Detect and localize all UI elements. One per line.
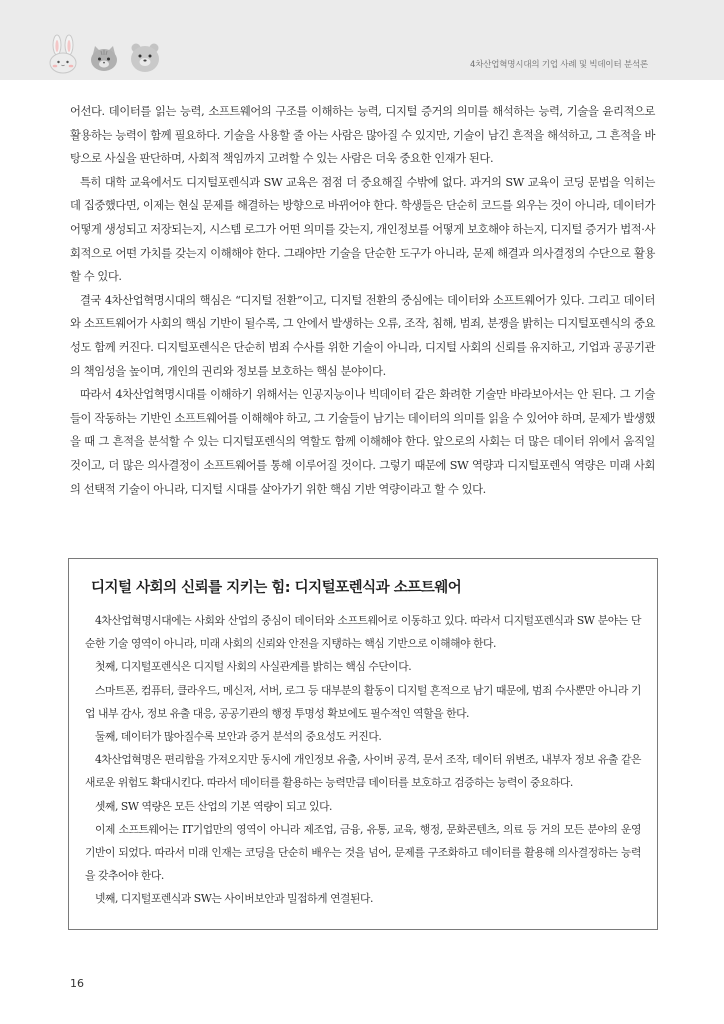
- box-text: [85, 609, 641, 911]
- page-number: 16: [70, 977, 84, 990]
- box-paragraph-4: 이제 소프트웨어는 IT기업만의 영역이 아니라 제조업, 금융, 유통, 교육, 행정, 문화콘텐츠, 의료 등 거의 모든 분야의 운영 기반이 되었다. 따라서 미래 인재는 코딩을 단순히 배우는 것을 넘어, 문제를 구조화하고 데이터를 활용해 의사결정하는 능력을 갖추어야 한다.: [85, 822, 641, 883]
- box-point-1: 첫째, 디지털포렌식은 디지털 사회의 사실관계를 밝히는 핵심 수단이다.: [95, 660, 412, 674]
- body-paragraph-3: 결국 4차산업혁명시대의 핵심은 “디지털 전환”이고, 디지털 전환의 중심에는 데이터와 소프트웨어가 있다. 그리고 데이터와 소프트웨어가 사회의 핵심 기반이 될수록, 그 안에서 발생하는 오류, 조작, 침해, 범죄, 분쟁을 밝히는 디지털포렌식의 중요성도 함께 커진다. 디지털포렌식은 단순히 범죄 수사를 위한 기술이 아니라, 디지털 사회의 신뢰를 유지하고, 기업과 공공기관의 책임성을 높이며, 개인의 권리와 정보를 보호하는 핵심 분야이다.: [70, 293, 655, 378]
- box-title: 디지털 사회의 신뢰를 지키는 힘: 디지털포렌식과 소프트웨어: [91, 580, 462, 596]
- sidebar-box: [68, 558, 658, 930]
- cat-icon: [88, 34, 120, 74]
- box-paragraph-1: 4차산업혁명시대에는 사회와 산업의 중심이 데이터와 소프트웨어로 이동하고 있다. 따라서 디지털포렌식과 SW 분야는 단순한 기술 영역이 아니라, 미래 사회의 신뢰와 안전을 지탱하는 핵심 기반으로 이해해야 한다.: [85, 614, 641, 651]
- box-paragraph-3: 4차산업혁명은 편리함을 가져오지만 동시에 개인정보 유출, 사이버 공격, 문서 조작, 데이터 위변조, 내부자 정보 유출 같은 새로운 위험도 확대시킨다. 따라서 데이터를 활용하는 능력만큼 데이터를 보호하고 검증하는 능력이 중요하다.: [85, 753, 641, 790]
- rabbit-icon: [46, 34, 80, 74]
- box-point-4: 넷째, 디지털포렌식과 SW는 사이버보안과 밀접하게 연결된다.: [95, 892, 373, 906]
- box-point-3: 셋째, SW 역량은 모든 산업의 기본 역량이 되고 있다.: [95, 799, 333, 813]
- bear-icon: [128, 34, 162, 74]
- body-text: [70, 100, 655, 501]
- page-header: [0, 0, 724, 80]
- body-paragraph-4: 따라서 4차산업혁명시대를 이해하기 위해서는 인공지능이나 빅데이터 같은 화려한 기술만 바라보아서는 안 된다. 그 기술들이 작동하는 기반인 소프트웨어를 이해해야 하고, 그 기술들이 남기는 데이터의 의미를 읽을 수 있어야 하며, 문제가 발생했을 때 그 흔적을 분석할 수 있는 디지털포렌식의 역할도 함께 이해해야 한다. 앞으로의 사회는 더 많은 데이터 위에서 움직일 것이고, 더 많은 의사결정이 소프트웨어를 통해 이루어질 것이다. 그렇기 때문에 SW 역량과 디지털포렌식 역량은 미래 사회의 선택적 기술이 아니라, 디지털 시대를 살아가기 위한 핵심 기반 역량이라고 할 수 있다.: [70, 388, 655, 496]
- running-title: 4차산업혁명시대의 기업 사례 및 빅데이터 분석론: [470, 60, 648, 70]
- body-paragraph-1: 어선다. 데이터를 읽는 능력, 소프트웨어의 구조를 이해하는 능력, 디지털 증거의 의미를 해석하는 능력, 기술을 윤리적으로 활용하는 능력이 함께 필요하다. 기술을 사용할 줄 아는 사람은 많아질 수 있지만, 기술이 남긴 흔적을 해석하고, 그 흔적을 바탕으로 사실을 판단하며, 사회적 책임까지 고려할 수 있는 사람은 더욱 중요한 인재가 된다.: [70, 105, 655, 166]
- box-point-2: 둘째, 데이터가 많아질수록 보안과 증거 분석의 중요성도 커진다.: [95, 730, 382, 744]
- box-paragraph-2: 스마트폰, 컴퓨터, 클라우드, 메신저, 서버, 로그 등 대부분의 활동이 디지털 흔적으로 남기 때문에, 범죄 수사뿐만 아니라 기업 내부 감사, 정보 유출 대응, 공공기관의 행정 투명성 확보에도 필수적인 역할을 한다.: [85, 683, 641, 720]
- body-paragraph-2: 특히 대학 교육에서도 디지털포렌식과 SW 교육은 점점 더 중요해질 수밖에 없다. 과거의 SW 교육이 코딩 문법을 익히는 데 집중했다면, 이제는 현실 문제를 해결하는 방향으로 바뀌어야 한다. 학생들은 단순히 코드를 외우는 것이 아니라, 데이터가 어떻게 생성되고 저장되는지, 시스템 로그가 어떤 의미를 갖는지, 개인정보를 어떻게 보호해야 하는지, 디지털 증거가 법적·사회적으로 어떤 가치를 갖는지 이해해야 한다. 그래야만 기술을 단순한 도구가 아니라, 문제 해결과 의사결정의 수단으로 활용할 수 있다.: [70, 175, 655, 284]
